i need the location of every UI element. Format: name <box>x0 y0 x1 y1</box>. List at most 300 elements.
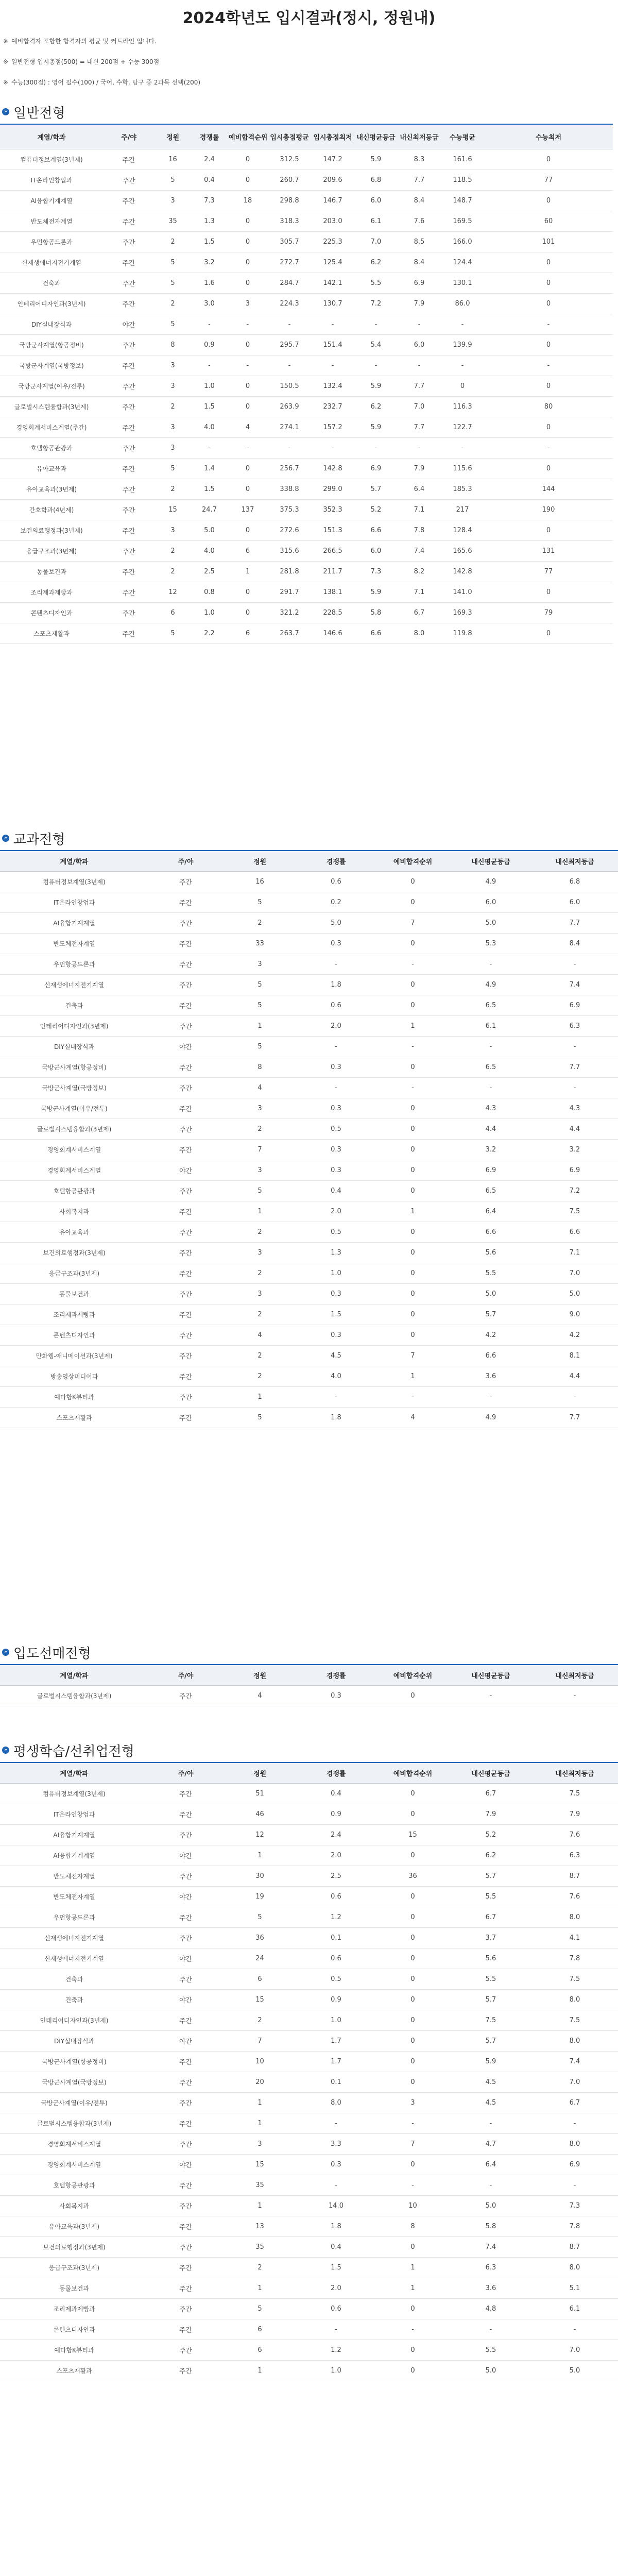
column-header: 내신최저등급 <box>531 1762 618 1783</box>
table-cell: 263.7 <box>268 623 311 643</box>
table-cell: 1 <box>223 2113 297 2133</box>
table-cell: 1.7 <box>297 2051 375 2072</box>
department-cell: 신재생에너지전기계열 <box>0 1948 148 1969</box>
table-cell: 19 <box>223 1886 297 1907</box>
table-cell: - <box>441 314 484 334</box>
table-cell: 0.3 <box>297 1139 375 1160</box>
table-cell: 0 <box>228 273 268 293</box>
table-cell: 1.2 <box>297 2340 375 2360</box>
table-cell: 77 <box>484 561 613 582</box>
table-row <box>0 2030 618 2051</box>
table-cell: 272.7 <box>268 252 311 273</box>
table-cell: 6.8 <box>354 170 398 190</box>
table-cell: - <box>398 314 441 334</box>
department-cell: 보건의료행정과(3년제) <box>0 2236 148 2257</box>
table-cell: 7.8 <box>531 2216 618 2236</box>
table-cell: 5.7 <box>450 1989 531 2010</box>
table-cell: 209.6 <box>311 170 354 190</box>
chevron-double-right-icon: » <box>2 108 9 115</box>
column-header: 예비합격순위 <box>375 1665 450 1685</box>
table-row <box>0 2257 618 2278</box>
table-cell: 0 <box>375 2360 450 2381</box>
table-cell: 5.9 <box>354 417 398 437</box>
table-row <box>0 2195 618 2216</box>
table-cell: 16 <box>223 871 297 892</box>
table-cell: - <box>268 355 311 376</box>
table-cell: 5.0 <box>191 520 228 540</box>
table-cell: 주간 <box>148 995 223 1015</box>
table-cell: - <box>375 1386 450 1407</box>
table-cell: 주간 <box>148 1283 223 1304</box>
table-cell: 10 <box>223 2051 297 2072</box>
table-row <box>0 1139 618 1160</box>
table-cell: 5.8 <box>450 2216 531 2236</box>
table-cell: 6.7 <box>531 2092 618 2113</box>
table-cell: 7.1 <box>398 499 441 520</box>
table-cell: 5.2 <box>450 1824 531 1845</box>
table-cell: 4.9 <box>450 974 531 995</box>
department-cell: 경영회계서비스계열 <box>0 2154 148 2175</box>
department-cell: 호텔항공관광과 <box>0 437 103 458</box>
department-cell: 호텔항공관광과 <box>0 2175 148 2195</box>
table-cell: 주간 <box>103 499 154 520</box>
section-title: 평생학습/선취업전형 <box>13 1743 134 1759</box>
table-cell: 0 <box>375 2030 450 2051</box>
table-cell: 2 <box>223 1263 297 1283</box>
column-header: 내신평균등급 <box>450 1762 531 1783</box>
table-cell: 야간 <box>148 1036 223 1057</box>
table-cell: 주간 <box>148 1325 223 1345</box>
table-cell: 7.5 <box>531 1201 618 1222</box>
table-cell: 148.7 <box>441 190 484 211</box>
table-row <box>0 1685 618 1706</box>
table-cell: 주간 <box>148 1201 223 1222</box>
column-header: 정원 <box>223 851 297 871</box>
department-cell: DIY실내장식과 <box>0 314 103 334</box>
table-cell: 5 <box>223 892 297 912</box>
table-cell: 6 <box>228 540 268 561</box>
department-cell: 우먼항공드론과 <box>0 1907 148 1927</box>
table-cell: 7.9 <box>398 293 441 314</box>
table-cell: 0 <box>375 1783 450 1804</box>
table-cell: 8.0 <box>531 1907 618 1927</box>
table-row <box>0 499 613 520</box>
table-cell: 5.9 <box>354 376 398 396</box>
table-row <box>0 1824 618 1845</box>
table-cell: 8.7 <box>531 2236 618 2257</box>
table-cell: 0 <box>228 334 268 355</box>
table-cell: 주간 <box>148 1180 223 1201</box>
table-cell: 0.4 <box>297 1783 375 1804</box>
department-cell: 글로벌시스템융합과(3년제) <box>0 1685 148 1706</box>
department-cell: 반도체전자계열 <box>0 1866 148 1886</box>
department-cell: 예다함K뷰티과 <box>0 2340 148 2360</box>
table-cell: 1.5 <box>191 231 228 252</box>
table-cell: 0 <box>375 2154 450 2175</box>
table-cell: 0 <box>484 623 613 643</box>
note-mark: ※ <box>3 38 9 45</box>
table-cell: 주간 <box>148 1907 223 1927</box>
table-cell: - <box>354 314 398 334</box>
table-cell: 6.7 <box>398 602 441 623</box>
table-cell: 35 <box>223 2175 297 2195</box>
table-row <box>0 582 613 602</box>
table-cell: 0 <box>375 871 450 892</box>
table-row <box>0 1345 618 1366</box>
section-subject <box>0 829 618 1428</box>
table-cell: 주간 <box>103 458 154 479</box>
table-cell: 146.6 <box>311 623 354 643</box>
table-cell: 5.7 <box>450 1866 531 1886</box>
table-cell: 주간 <box>148 1015 223 1036</box>
table-cell: 1 <box>223 1845 297 1866</box>
table-cell: - <box>228 314 268 334</box>
table-cell: - <box>375 1077 450 1098</box>
table-cell: 6.6 <box>450 1345 531 1366</box>
table-cell: 주간 <box>148 2319 223 2340</box>
table-cell: 주간 <box>148 892 223 912</box>
table-cell: 0.6 <box>297 2298 375 2319</box>
table-cell: 2 <box>223 1304 297 1325</box>
table-cell: - <box>450 1386 531 1407</box>
table-row <box>0 2360 618 2381</box>
table-cell: - <box>531 1036 618 1057</box>
table-cell: 0.3 <box>297 1160 375 1180</box>
table-cell: 0 <box>375 933 450 954</box>
table-cell: 4.0 <box>191 417 228 437</box>
table-cell: 5.6 <box>450 1242 531 1263</box>
table-cell: - <box>484 437 613 458</box>
table-cell: 5 <box>154 623 191 643</box>
table-cell: 5.1 <box>531 2278 618 2298</box>
department-cell: 국방군사계열(이우/전투) <box>0 1098 148 1118</box>
table-cell: 주간 <box>103 561 154 582</box>
table-cell: 7 <box>375 1345 450 1366</box>
table-cell: 0 <box>228 149 268 170</box>
table-cell: 1 <box>223 2092 297 2113</box>
table-row <box>0 1263 618 1283</box>
department-cell: 조리제과제빵과 <box>0 2298 148 2319</box>
column-header: 계열/학과 <box>0 851 148 871</box>
table-cell: 80 <box>484 396 613 417</box>
table-cell: 5.9 <box>354 149 398 170</box>
table-cell: 0 <box>484 458 613 479</box>
table-cell: 0.4 <box>297 1180 375 1201</box>
results-table-recommend <box>0 1664 618 1706</box>
table-cell: - <box>450 2113 531 2133</box>
table-cell: 야간 <box>148 1886 223 1907</box>
table-cell: 8.5 <box>398 231 441 252</box>
department-cell: 응급구조과(3년제) <box>0 540 103 561</box>
table-row <box>0 252 613 273</box>
table-cell: 5 <box>154 170 191 190</box>
table-cell: 6.1 <box>450 1015 531 1036</box>
table-cell: 야간 <box>148 1948 223 1969</box>
column-header: 정원 <box>223 1762 297 1783</box>
table-cell: - <box>484 314 613 334</box>
table-cell: 주간 <box>148 2360 223 2381</box>
table-cell: 8.4 <box>398 252 441 273</box>
table-cell: 주간 <box>148 1118 223 1139</box>
table-cell: - <box>297 2175 375 2195</box>
results-table-lifelong <box>0 1762 618 2381</box>
table-row <box>0 2298 618 2319</box>
department-cell: DIY실내장식과 <box>0 1036 148 1057</box>
table-cell: 7.6 <box>398 211 441 231</box>
table-cell: 4.3 <box>531 1098 618 1118</box>
table-row <box>0 974 618 995</box>
table-cell: 주간 <box>103 334 154 355</box>
table-row <box>0 2236 618 2257</box>
table-cell: 128.4 <box>441 520 484 540</box>
table-cell: 5.7 <box>450 1304 531 1325</box>
table-row <box>0 623 613 643</box>
column-header: 경쟁률 <box>297 1762 375 1783</box>
table-cell: 169.3 <box>441 602 484 623</box>
table-row <box>0 2133 618 2154</box>
table-cell: 6.9 <box>398 273 441 293</box>
table-cell: 15 <box>154 499 191 520</box>
table-cell: 4.4 <box>450 1118 531 1139</box>
table-cell: 주간 <box>148 1304 223 1325</box>
table-cell: 주간 <box>148 1242 223 1263</box>
table-cell: 4 <box>223 1077 297 1098</box>
table-cell: 6.0 <box>354 190 398 211</box>
table-cell: - <box>354 355 398 376</box>
table-cell: 주간 <box>148 1386 223 1407</box>
table-cell: 주간 <box>103 170 154 190</box>
table-row <box>0 1866 618 1886</box>
table-cell: 211.7 <box>311 561 354 582</box>
table-cell: - <box>297 954 375 974</box>
table-cell: - <box>531 2175 618 2195</box>
table-cell: 3 <box>223 1242 297 1263</box>
column-header: 내신최저등급 <box>531 1665 618 1685</box>
department-cell: 조리제과제빵과 <box>0 582 103 602</box>
department-cell: AI융합기계계열 <box>0 1824 148 1845</box>
table-cell: 4.5 <box>297 1345 375 1366</box>
table-row <box>0 231 613 252</box>
table-cell: 0.3 <box>297 1057 375 1077</box>
table-cell: 주간 <box>148 2010 223 2030</box>
table-cell: 7.6 <box>531 1824 618 1845</box>
table-cell: 185.3 <box>441 479 484 499</box>
table-cell: 5.0 <box>450 912 531 933</box>
table-cell: - <box>375 2319 450 2340</box>
table-cell: 6.1 <box>531 2298 618 2319</box>
table-cell: 263.9 <box>268 396 311 417</box>
table-cell: 7.6 <box>531 1886 618 1907</box>
table-row <box>0 1804 618 1824</box>
table-cell: 주간 <box>148 1139 223 1160</box>
table-cell: 10 <box>375 2195 450 2216</box>
table-cell: 0 <box>484 520 613 540</box>
table-cell: 146.7 <box>311 190 354 211</box>
table-cell: 5.7 <box>450 2030 531 2051</box>
table-cell: 1 <box>223 1201 297 1222</box>
table-cell: 18 <box>228 190 268 211</box>
table-cell: - <box>297 1386 375 1407</box>
department-cell: 만화웹-애니메이션과(3년제) <box>0 1345 148 1366</box>
table-cell: 야간 <box>103 314 154 334</box>
table-cell: 5.5 <box>450 1263 531 1283</box>
table-row <box>0 458 613 479</box>
table-cell: 1 <box>375 2278 450 2298</box>
table-row <box>0 995 618 1015</box>
department-cell: AI융합기계계열 <box>0 1845 148 1866</box>
table-cell: 6.4 <box>450 1201 531 1222</box>
table-header-row <box>0 1762 618 1783</box>
table-row <box>0 149 613 170</box>
table-cell: 7.4 <box>398 540 441 561</box>
table-cell: - <box>450 2175 531 2195</box>
table-cell: 5 <box>154 273 191 293</box>
table-cell: 0 <box>484 376 613 396</box>
table-cell: - <box>297 2113 375 2133</box>
table-cell: 3 <box>154 437 191 458</box>
table-row <box>0 293 613 314</box>
table-cell: 2 <box>154 561 191 582</box>
table-cell: 야간 <box>148 2154 223 2175</box>
table-cell: 주간 <box>148 2236 223 2257</box>
table-cell: 101 <box>484 231 613 252</box>
table-cell: - <box>531 1077 618 1098</box>
table-cell: 7.7 <box>531 912 618 933</box>
table-cell: - <box>311 314 354 334</box>
column-header: 계열/학과 <box>0 124 103 149</box>
column-header: 내신평균등급 <box>450 1665 531 1685</box>
table-row <box>0 2113 618 2133</box>
table-cell: 주간 <box>103 293 154 314</box>
table-cell: 142.8 <box>441 561 484 582</box>
table-cell: 7.4 <box>531 974 618 995</box>
department-cell: 반도체전자계열 <box>0 211 103 231</box>
department-cell: 건축과 <box>0 995 148 1015</box>
table-cell: 3.6 <box>450 1366 531 1386</box>
table-cell: 161.6 <box>441 149 484 170</box>
table-cell: 35 <box>223 2236 297 2257</box>
table-row <box>0 1845 618 1866</box>
table-cell: 7.7 <box>531 1407 618 1428</box>
table-cell: 0 <box>375 2236 450 2257</box>
column-header: 주/야 <box>148 851 223 871</box>
table-cell: 321.2 <box>268 602 311 623</box>
table-cell: - <box>450 954 531 974</box>
table-cell: 0 <box>228 170 268 190</box>
table-cell: - <box>531 1386 618 1407</box>
table-cell: 0 <box>375 1242 450 1263</box>
table-row <box>0 871 618 892</box>
table-cell: 352.3 <box>311 499 354 520</box>
table-cell: 야간 <box>148 1160 223 1180</box>
table-row <box>0 2319 618 2340</box>
table-row <box>0 437 613 458</box>
table-cell: 15 <box>223 2154 297 2175</box>
table-cell: 35 <box>154 211 191 231</box>
department-cell: 사회복지과 <box>0 1201 148 1222</box>
column-header: 경쟁률 <box>297 851 375 871</box>
table-row <box>0 396 613 417</box>
table-cell: 0.5 <box>297 1118 375 1139</box>
column-header: 주/야 <box>103 124 154 149</box>
department-cell: 보건의료행정과(3년제) <box>0 520 103 540</box>
table-cell: 7.3 <box>191 190 228 211</box>
table-header-row <box>0 851 618 871</box>
table-cell: 256.7 <box>268 458 311 479</box>
table-row <box>0 376 613 396</box>
table-cell: 0.9 <box>191 334 228 355</box>
column-header: 입시총점평균 <box>268 124 311 149</box>
table-cell: 6.0 <box>354 540 398 561</box>
department-cell: 방송영상미디어과 <box>0 1366 148 1386</box>
column-header: 수능평균 <box>441 124 484 149</box>
table-cell: 0 <box>375 1304 450 1325</box>
table-cell: 0 <box>375 2072 450 2092</box>
table-cell: 0.3 <box>297 1098 375 1118</box>
table-cell: 0.3 <box>297 1283 375 1304</box>
table-row <box>0 2175 618 2195</box>
table-cell: 4.8 <box>450 2298 531 2319</box>
table-cell: 2 <box>223 912 297 933</box>
section-title: 입도선매전형 <box>13 1646 91 1662</box>
table-cell: 7 <box>375 2133 450 2154</box>
table-cell: 225.3 <box>311 231 354 252</box>
department-cell: 국방군사계열(항공정비) <box>0 1057 148 1077</box>
table-cell: 주간 <box>148 1866 223 1886</box>
table-cell: 5 <box>223 2298 297 2319</box>
chevron-double-right-icon: » <box>2 1649 9 1656</box>
table-cell: 0.3 <box>297 1325 375 1345</box>
table-cell: 4 <box>228 417 268 437</box>
table-cell: 9.0 <box>531 1304 618 1325</box>
table-row <box>0 540 613 561</box>
table-cell: 0.9 <box>297 1804 375 1824</box>
note-mark: ※ <box>3 58 9 65</box>
table-cell: 0 <box>484 293 613 314</box>
table-cell: 6.0 <box>450 892 531 912</box>
table-cell: 2.4 <box>191 149 228 170</box>
table-cell: 0.3 <box>297 1685 375 1706</box>
table-cell: 3 <box>223 1283 297 1304</box>
table-cell: 0.2 <box>297 892 375 912</box>
section-heading <box>0 1741 618 1759</box>
table-cell: 3.6 <box>450 2278 531 2298</box>
table-cell: 0 <box>375 1804 450 1824</box>
table-cell: 36 <box>375 1866 450 1886</box>
table-cell: 1 <box>375 2257 450 2278</box>
table-cell: - <box>531 954 618 974</box>
table-cell: 2.0 <box>297 2278 375 2298</box>
table-cell: 주간 <box>148 2195 223 2216</box>
table-cell: 3 <box>154 355 191 376</box>
table-cell: 8.2 <box>398 561 441 582</box>
table-cell: 5.0 <box>531 2360 618 2381</box>
note-item <box>3 72 200 93</box>
table-cell: 주간 <box>148 2298 223 2319</box>
table-cell: 3 <box>223 954 297 974</box>
table-cell: 137 <box>228 499 268 520</box>
table-cell: 2 <box>223 1118 297 1139</box>
department-cell: IT온라인창업과 <box>0 892 148 912</box>
table-cell: 3 <box>228 293 268 314</box>
table-cell: 375.3 <box>268 499 311 520</box>
table-cell: 0 <box>375 2298 450 2319</box>
table-cell: 24.7 <box>191 499 228 520</box>
table-cell: 5.5 <box>354 273 398 293</box>
table-row <box>0 190 613 211</box>
table-row <box>0 1098 618 1118</box>
table-cell: 주간 <box>103 417 154 437</box>
